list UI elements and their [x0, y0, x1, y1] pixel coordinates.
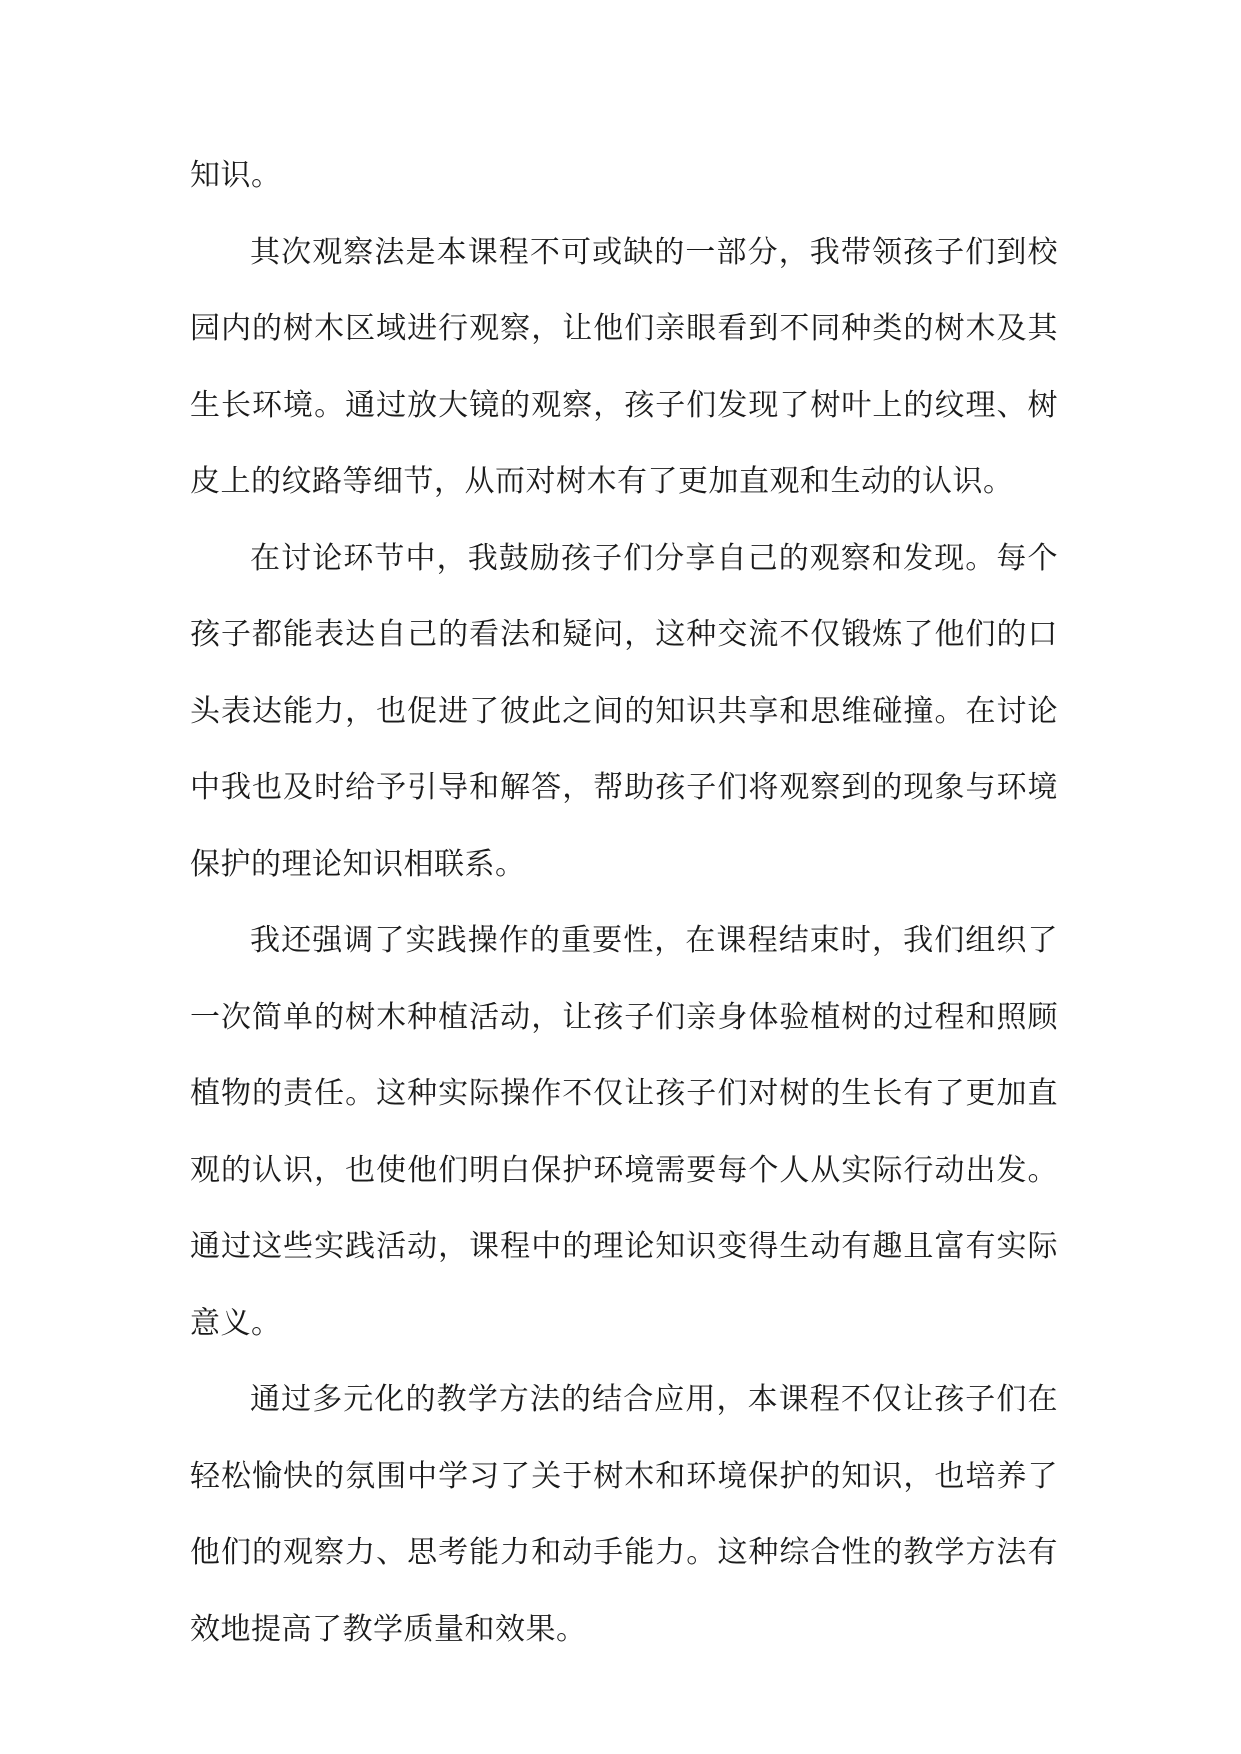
paragraph-continuation: 知识。	[190, 158, 282, 193]
paragraph-observation-method: 其次观察法是本课程不可或缺的一部分，我带领孩子们到校园内的树木区域进行观察，让他们亲眼看到不同种类的树木及其生长环境。通过放大镜的观察，孩子们发现了树叶上的纹理、树皮上的纹路等细节，从而对树木有了更加直观和生动的认识。	[190, 234, 1058, 499]
paragraph-practice: 我还强调了实践操作的重要性，在课程结束时，我们组织了一次简单的树木种植活动，让孩子们亲身体验植树的过程和照顾植物的责任。这种实际操作不仅让孩子们对树的生长有了更加直观的认识，也使他们明白保护环境需要每个人从实际行动出发。通过这些实践活动，课程中的理论知识变得生动有趣且富有实际意义。	[190, 923, 1058, 1341]
document-body	[190, 138, 1058, 1668]
paragraph-conclusion: 通过多元化的教学方法的结合应用，本课程不仅让孩子们在轻松愉快的氛围中学习了关于树木和环境保护的知识，也培养了他们的观察力、思考能力和动手能力。这种综合性的教学方法有效地提高了教学质量和效果。	[190, 1382, 1058, 1647]
paragraph-discussion: 在讨论环节中，我鼓励孩子们分享自己的观察和发现。每个孩子都能表达自己的看法和疑问，这种交流不仅锻炼了他们的口头表达能力，也促进了彼此之间的知识共享和思维碰撞。在讨论中我也及时给予引导和解答，帮助孩子们将观察到的现象与环境保护的理论知识相联系。	[190, 540, 1058, 882]
